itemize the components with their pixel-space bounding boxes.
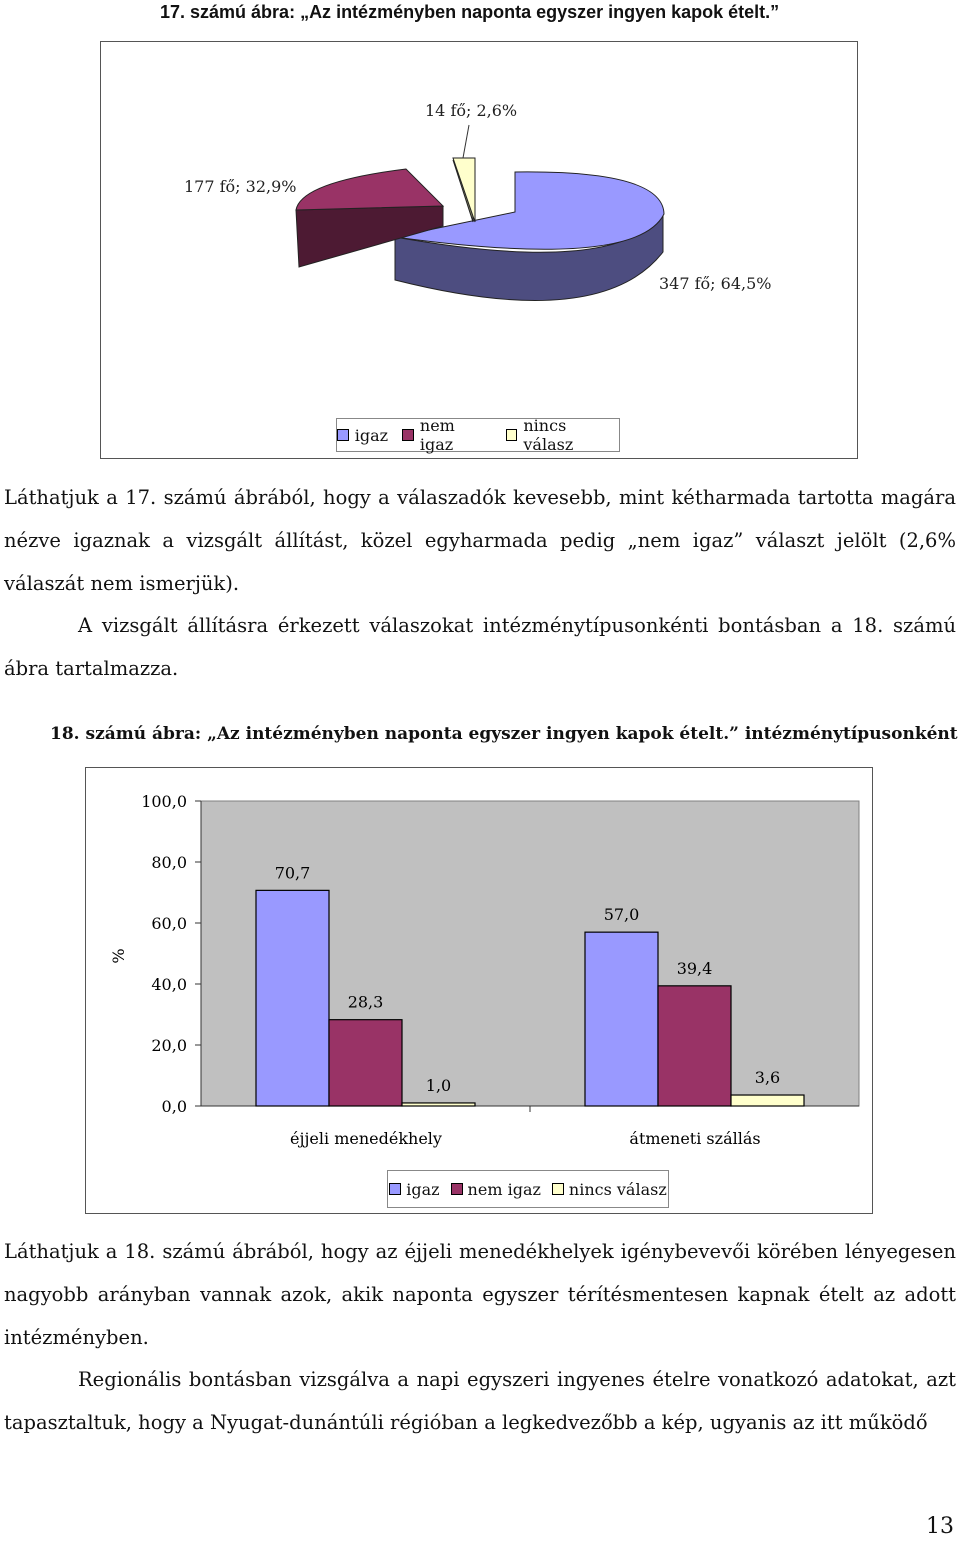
legend-label-igaz: igaz <box>406 1179 440 1199</box>
data-label-igaz-1: 70,7 <box>274 863 311 883</box>
paragraph-2-text: A vizsgált állításra érkezett válaszokat intézménytípusonkénti bontásban a 18. számú ábra tartalmazza. <box>4 614 956 680</box>
leader-line <box>463 125 469 158</box>
legend-label-igaz: igaz <box>354 425 389 445</box>
figure-18-frame <box>85 767 873 1214</box>
pie-slice-nincs-valasz <box>453 158 475 222</box>
legend-label-nincs-valasz: nincs válasz <box>523 416 574 454</box>
legend-swatch-igaz <box>389 1183 401 1195</box>
paragraph-2 <box>4 604 956 690</box>
category-label-atmeneti: átmeneti szállás <box>629 1129 761 1148</box>
legend-label-nem-igaz: nem igaz <box>419 416 455 454</box>
legend-swatch-nincs-valasz <box>552 1183 564 1195</box>
legend-swatch-nem-igaz <box>402 429 414 441</box>
legend-swatch-nincs-valasz <box>506 429 518 441</box>
figure-17-frame <box>100 41 858 459</box>
y-tick-label: 80,0 <box>151 853 187 872</box>
slice-label-igaz: 347 fő; 64,5% <box>659 274 772 293</box>
category-label-ejjeli: éjjeli menedékhely <box>290 1129 442 1148</box>
data-label-nem-igaz-2: 39,4 <box>676 958 713 978</box>
y-tick-label: 60,0 <box>151 914 187 933</box>
bar-nincs-valasz-1 <box>402 1103 475 1106</box>
bar-nincs-valasz-2 <box>731 1095 804 1106</box>
paragraph-4-text: Regionális bontásban vizsgálva a napi egyszeri ingyenes ételre vonatkozó adatokat, azt tapasztaltuk, hogy a Nyugat-dunántúli régióban a legkedvezőbb a kép, ugyanis az itt működő <box>4 1368 956 1434</box>
bar-legend <box>387 1170 669 1208</box>
data-label-nincs-valasz-2: 3,6 <box>754 1068 781 1088</box>
paragraph-3: Láthatjuk a 18. számú ábrából, hogy az éjjeli menedékhelyek igénybevevői körében lényegesen nagyobb arányban vannak azok, akik naponta egyszer térítésmentesen kapnak ételt az adott intézményben. <box>4 1240 956 1349</box>
pie-slice-nem-igaz <box>296 169 443 210</box>
paragraph-4 <box>4 1358 956 1444</box>
legend-label-nincs-valasz: nincs válasz <box>568 1179 667 1199</box>
y-tick-label: 100,0 <box>141 792 187 811</box>
bar-chart <box>86 768 874 1215</box>
bar-nem-igaz-1 <box>329 1020 402 1106</box>
figure-17-caption: 17. számú ábra: „Az intézményben naponta egyszer ingyen kapok ételt.” <box>160 2 780 22</box>
y-axis-title: % <box>109 948 128 964</box>
pie-chart <box>101 42 859 460</box>
y-tick-label: 40,0 <box>151 975 187 994</box>
data-label-nincs-valasz-1: 1,0 <box>425 1075 452 1095</box>
legend-swatch-igaz <box>337 429 349 441</box>
legend-swatch-nem-igaz <box>451 1183 463 1195</box>
bar-igaz-2 <box>585 932 658 1106</box>
slice-label-nincs-valasz: 14 fő; 2,6% <box>425 101 518 120</box>
legend-label-nem-igaz: nem igaz <box>467 1179 541 1199</box>
data-label-nem-igaz-1: 28,3 <box>347 992 384 1012</box>
data-label-igaz-2: 57,0 <box>603 905 640 925</box>
bar-nem-igaz-2 <box>658 986 731 1106</box>
y-tick-label: 20,0 <box>151 1036 187 1055</box>
figure-18-caption: 18. számú ábra: „Az intézményben naponta egyszer ingyen kapok ételt.” intézménytípusonként <box>50 724 958 744</box>
paragraph-1: Láthatjuk a 17. számú ábrából, hogy a válaszadók kevesebb, mint kétharmada tartotta magára nézve igaznak a vizsgált állítást, közel egyharmada pedig „nem igaz” választ jelölt (2,6% válaszát nem ismerjük). <box>4 486 956 595</box>
pie-legend <box>336 418 620 452</box>
slice-label-nem-igaz: 177 fő; 32,9% <box>184 177 297 196</box>
y-tick-label: 0,0 <box>161 1097 187 1116</box>
bar-igaz-1 <box>256 890 329 1106</box>
page-number: 13 <box>926 1514 954 1539</box>
